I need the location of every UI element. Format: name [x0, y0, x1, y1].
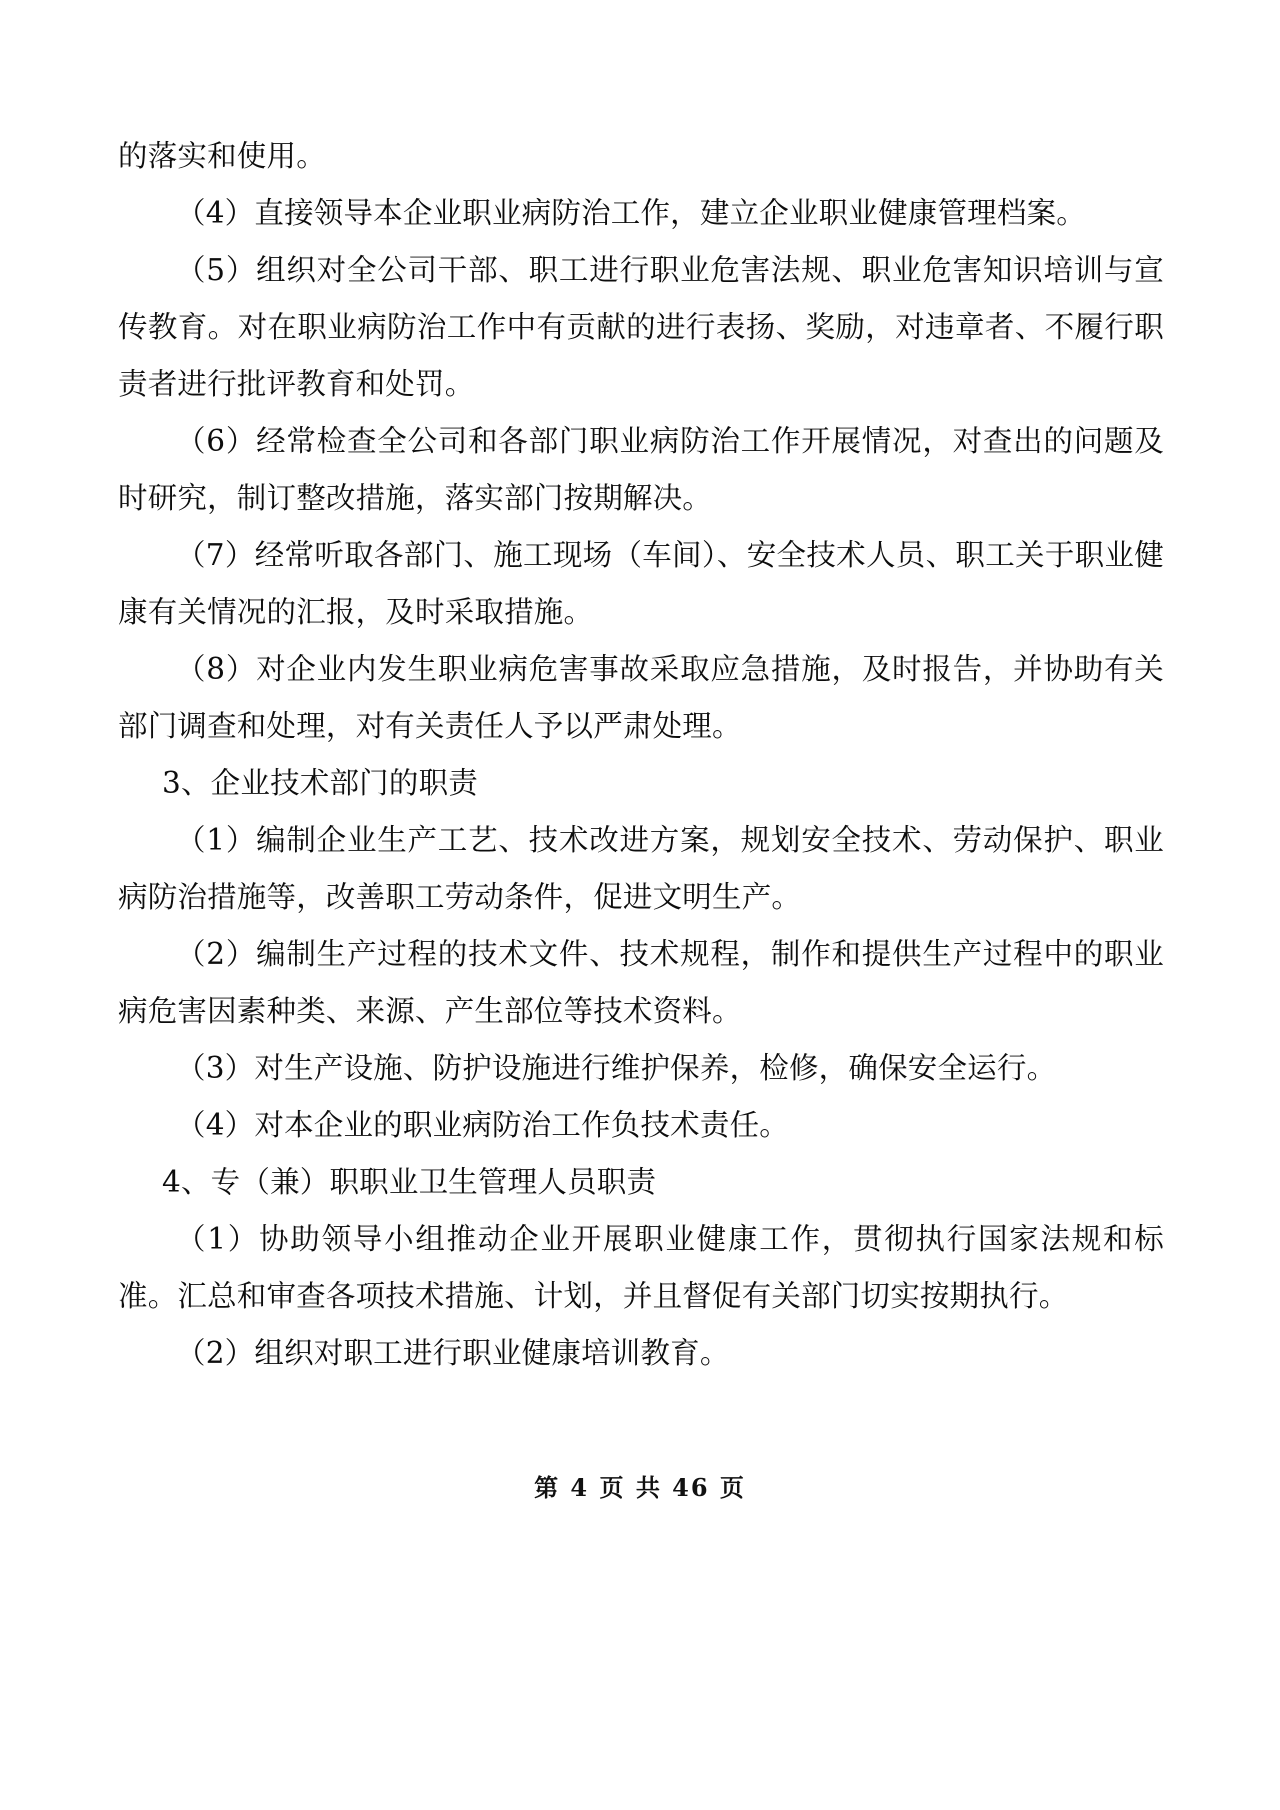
- paragraph: （4）对本企业的职业病防治工作负技术责任。: [176, 1108, 789, 1142]
- paragraph: （7）经常听取各部门、施工现场（车间）、安全技术人员、职工关于职业健康有关情况的汇报，及时采取措施。: [118, 538, 1164, 629]
- paragraph: （6）经常检查全公司和各部门职业病防治工作开展情况，对查出的问题及时研究，制订整改措施，落实部门按期解决。: [118, 424, 1164, 515]
- paragraph: （1）编制企业生产工艺、技术改进方案，规划安全技术、劳动保护、职业病防治措施等，改善职工劳动条件，促进文明生产。: [118, 823, 1164, 914]
- paragraph: （2）组织对职工进行职业健康培训教育。: [176, 1336, 730, 1370]
- paragraph: （8）对企业内发生职业病危害事故采取应急措施，及时报告，并协助有关部门调查和处理，对有关责任人予以严肃处理。: [118, 652, 1164, 743]
- paragraph: （3）对生产设施、防护设施进行维护保养，检修，确保安全运行。: [176, 1051, 1057, 1085]
- page-footer: 第 4 页 共 46 页: [534, 1473, 746, 1502]
- document-body: [118, 128, 1164, 1382]
- paragraph: （5）组织对全公司干部、职工进行职业危害法规、职业危害知识培训与宣传教育。对在职业病防治工作中有贡献的进行表扬、奖励，对违章者、不履行职责者进行批评教育和处罚。: [118, 253, 1164, 401]
- section-heading: 4、专（兼）职职业卫生管理人员职责: [162, 1165, 657, 1199]
- section-heading: 3、企业技术部门的职责: [162, 766, 478, 800]
- paragraph: （1）协助领导小组推动企业开展职业健康工作，贯彻执行国家法规和标准。汇总和审查各项技术措施、计划，并且督促有关部门切实按期执行。: [118, 1222, 1164, 1313]
- paragraph: （2）编制生产过程的技术文件、技术规程，制作和提供生产过程中的职业病危害因素种类、来源、产生部位等技术资料。: [118, 937, 1164, 1028]
- paragraph: 的落实和使用。: [118, 139, 326, 173]
- paragraph: （4）直接领导本企业职业病防治工作，建立企业职业健康管理档案。: [176, 196, 1086, 230]
